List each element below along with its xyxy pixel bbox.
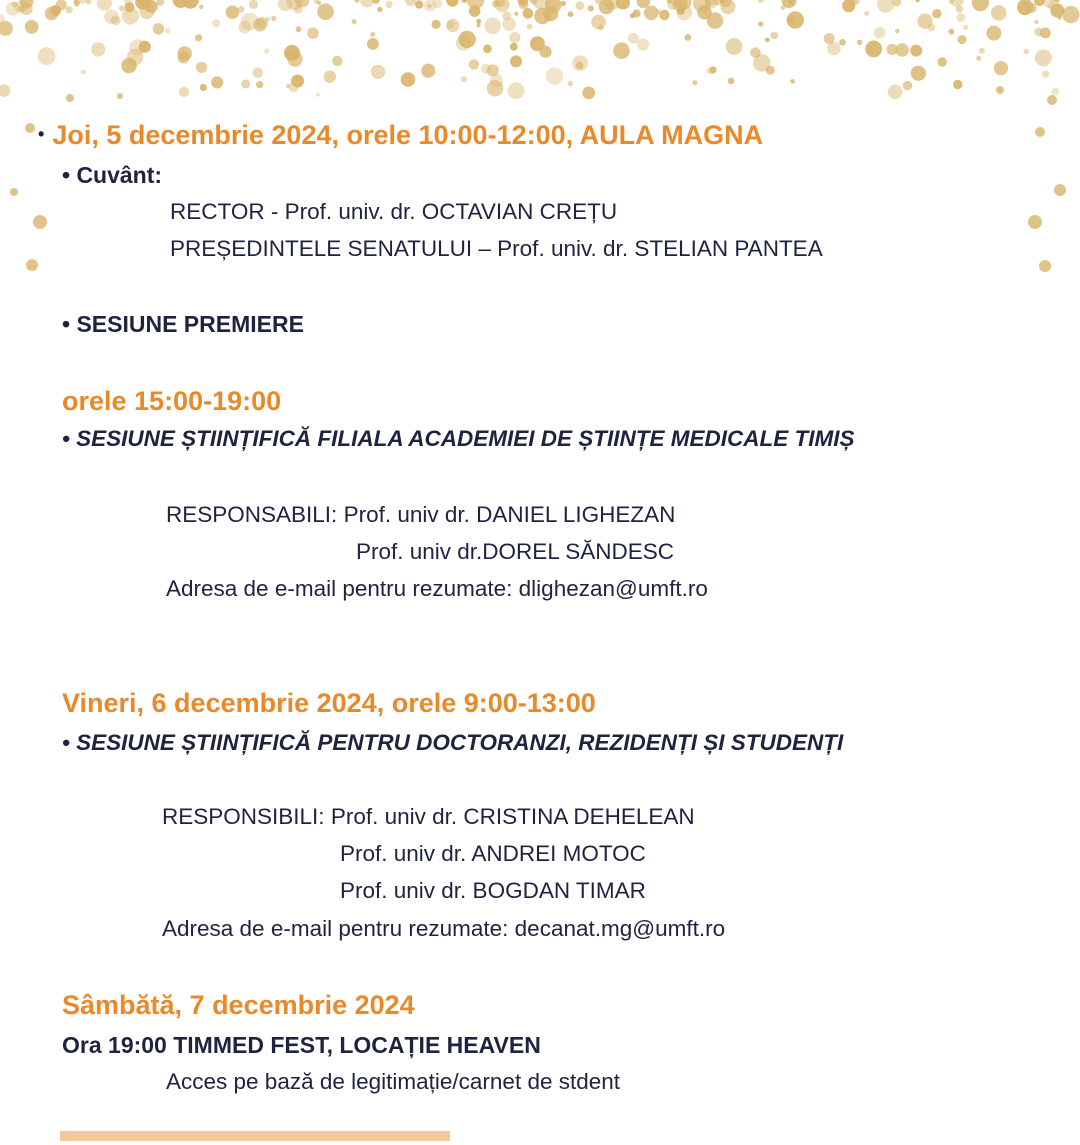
- confetti-dot: [903, 81, 913, 91]
- confetti-dot: [317, 1, 321, 5]
- confetti-dot: [1040, 28, 1051, 39]
- bullet-icon: •: [38, 124, 45, 144]
- confetti-dot: [888, 85, 903, 100]
- confetti-dot: [613, 42, 630, 59]
- confetti-dot: [938, 57, 947, 66]
- confetti-dot: [195, 34, 202, 41]
- cuvant-label: • Cuvânt:: [62, 162, 163, 188]
- confetti-dot: [104, 9, 119, 24]
- confetti-dot: [238, 6, 245, 13]
- confetti-dot: [644, 6, 659, 21]
- confetti-dot: [117, 93, 123, 99]
- day2-session-title: • SESIUNE ȘTIINȚIFICĂ PENTRU DOCTORANZI, REZIDENȚI ȘI STUDENȚI: [62, 730, 844, 755]
- confetti-dot: [958, 35, 967, 44]
- confetti-dot: [659, 10, 669, 20]
- confetti-dot: [502, 17, 515, 30]
- confetti-dot: [119, 6, 124, 11]
- confetti-dot: [424, 0, 436, 12]
- confetti-dot: [758, 0, 764, 3]
- confetti-dot: [770, 32, 778, 40]
- confetti-dot: [196, 62, 207, 73]
- confetti-dot: [726, 38, 743, 55]
- confetti-dot: [576, 62, 584, 70]
- confetti-dot: [177, 46, 192, 61]
- confetti-dot: [986, 26, 1001, 41]
- confetti-dot: [917, 14, 932, 29]
- confetti-dot: [316, 93, 320, 97]
- confetti-dot: [1017, 1, 1031, 15]
- confetti-dot: [1023, 49, 1028, 54]
- confetti-dot: [477, 23, 481, 27]
- confetti-dot: [1039, 260, 1051, 272]
- confetti-dot: [469, 59, 479, 69]
- confetti-dot: [355, 0, 360, 2]
- confetti-dot: [514, 12, 518, 16]
- confetti-dot: [948, 29, 954, 35]
- day1-responsible-row: [166, 502, 675, 528]
- confetti-dot: [911, 66, 926, 81]
- confetti-dot: [490, 74, 503, 87]
- confetti-dot: [865, 41, 882, 58]
- confetti-dot: [476, 19, 481, 24]
- day3-access: Acces pe bază de legitimație/carnet de stdent: [166, 1069, 621, 1094]
- confetti-dot: [575, 1, 584, 10]
- confetti-dot: [895, 29, 899, 33]
- day2-heading: Vineri, 6 decembrie 2024, orele 9:00-13:00: [62, 688, 596, 718]
- speaker-rector: RECTOR - Prof. univ. dr. OCTAVIAN CREȚU: [170, 199, 618, 224]
- confetti-dot: [963, 25, 968, 30]
- confetti-dot: [508, 82, 525, 99]
- confetti-dot: [910, 45, 922, 57]
- confetti-dot: [1034, 20, 1038, 24]
- confetti-dot: [1042, 71, 1049, 78]
- confetti-dot: [588, 5, 594, 11]
- confetti-dot: [0, 84, 10, 97]
- confetti-dot: [287, 51, 302, 66]
- confetti-dot: [324, 71, 336, 83]
- confetti-dot: [824, 33, 835, 44]
- confetti-dot: [85, 0, 91, 4]
- confetti-dot: [510, 43, 518, 51]
- confetti-dot: [692, 80, 697, 85]
- confetti-dot: [839, 39, 846, 46]
- confetti-dot: [956, 13, 965, 22]
- confetti-dot: [461, 76, 467, 82]
- confetti-dot: [481, 64, 491, 74]
- confetti-dot: [6, 2, 20, 16]
- confetti-dot: [877, 0, 894, 13]
- confetti-dot: [307, 27, 319, 39]
- confetti-dot: [1058, 15, 1062, 19]
- confetti-dot: [165, 28, 170, 33]
- confetti-dot: [121, 58, 136, 73]
- confetti-dot: [509, 32, 520, 43]
- confetti-dot: [484, 18, 501, 35]
- speaker-senate: PREȘEDINTELE SENATULUI – Prof. univ. dr. STELIAN PANTEA: [170, 236, 823, 261]
- confetti-dot: [265, 17, 270, 22]
- day3-event: Ora 19:00 TIMMED FEST, LOCAȚIE HEAVEN: [62, 1032, 541, 1058]
- confetti-dot: [616, 0, 630, 10]
- confetti-dot: [996, 86, 1004, 94]
- confetti-dot: [932, 9, 941, 18]
- confetti-dot: [895, 43, 909, 57]
- confetti-dot: [252, 67, 263, 78]
- confetti-dot: [467, 0, 485, 9]
- confetti-dot: [994, 61, 1008, 75]
- confetti-dot: [1051, 88, 1059, 96]
- day1-responsible-1: Prof. univ dr. DANIEL LIGHEZAN: [343, 502, 676, 527]
- confetti-dot: [212, 19, 220, 27]
- confetti-dot: [728, 78, 735, 85]
- awards-session: • SESIUNE PREMIERE: [62, 311, 304, 337]
- confetti-dot: [25, 123, 35, 133]
- confetti-dot: [462, 0, 467, 3]
- day2-responsible-1: Prof. univ dr. CRISTINA DEHELEAN: [330, 804, 695, 829]
- day1-email-line: Adresa de e-mail pentru rezumate: dlighezan@umft.ro: [166, 576, 708, 601]
- confetti-dot: [492, 0, 499, 7]
- confetti-dot: [523, 8, 534, 19]
- confetti-dot: [447, 21, 454, 28]
- confetti-dot: [1047, 3, 1053, 9]
- confetti-dot: [510, 55, 522, 67]
- day2-responsible-label: RESPONSIBILI:: [162, 804, 331, 829]
- confetti-dot: [758, 21, 763, 26]
- confetti-dot: [685, 34, 692, 41]
- confetti-dot: [352, 19, 357, 24]
- confetti-dot: [1028, 215, 1042, 229]
- confetti-dot: [857, 40, 862, 45]
- confetti-dot: [370, 32, 375, 37]
- confetti-dot: [630, 13, 635, 18]
- confetti-dot: [371, 65, 385, 79]
- confetti-dot: [241, 13, 259, 31]
- confetti-dot: [18, 6, 24, 12]
- confetti-dot: [874, 27, 886, 39]
- confetti-dot: [787, 11, 804, 28]
- confetti-dot: [790, 79, 794, 83]
- confetti-dot: [483, 44, 492, 53]
- confetti-dot: [26, 259, 38, 271]
- confetti-dot: [200, 84, 207, 91]
- confetti-dot: [1035, 127, 1045, 137]
- confetti-dot: [432, 20, 441, 29]
- confetti-dot: [249, 0, 258, 9]
- confetti-dot: [991, 5, 1007, 21]
- confetti-dot: [211, 76, 223, 88]
- confetti-dot: [153, 23, 165, 35]
- confetti-dot: [66, 94, 74, 102]
- day2-email-line: Adresa de e-mail pentru rezumate: decanat.mg@umft.ro: [162, 916, 726, 941]
- confetti-dot: [750, 47, 761, 58]
- confetti-dot: [33, 215, 47, 229]
- day2-responsible-3: Prof. univ dr. BOGDAN TIMAR: [340, 878, 646, 903]
- day1-heading-row: [38, 120, 763, 151]
- confetti-dot: [91, 42, 105, 56]
- day2-responsible-2: Prof. univ dr. ANDREI MOTOC: [340, 841, 646, 866]
- confetti-dot: [0, 21, 13, 36]
- confetti-dot: [979, 48, 985, 54]
- confetti-dot: [199, 5, 203, 9]
- confetti-dot: [582, 87, 595, 100]
- confetti-dot: [139, 41, 151, 53]
- day1-afternoon-heading: orele 15:00-19:00: [62, 386, 282, 416]
- confetti-dot: [81, 69, 86, 74]
- confetti-dot: [226, 5, 240, 19]
- confetti-dot: [401, 72, 416, 87]
- confetti-dot: [765, 38, 770, 43]
- confetti-dot: [289, 82, 299, 92]
- confetti-dot: [25, 20, 39, 34]
- confetti-dot: [405, 0, 416, 6]
- confetti-dot: [628, 33, 639, 44]
- confetti-dot: [377, 7, 382, 12]
- confetti-dot: [332, 56, 342, 66]
- confetti-dot: [539, 46, 551, 58]
- day2-responsible-row: [162, 804, 695, 830]
- confetti-dot: [264, 48, 269, 53]
- confetti-dot: [10, 188, 18, 196]
- confetti-dot: [360, 0, 374, 8]
- confetti-dot: [953, 80, 962, 89]
- confetti-dot: [456, 36, 471, 51]
- confetti-dot: [421, 64, 435, 78]
- confetti-dot: [38, 47, 56, 65]
- confetti-dot: [1047, 95, 1057, 105]
- confetti-dot: [97, 0, 112, 11]
- confetti-dot: [66, 6, 73, 13]
- day1-responsible-2: Prof. univ dr.DOREL SĂNDESC: [356, 539, 675, 564]
- confetti-dot: [976, 56, 981, 61]
- confetti-dot: [1035, 49, 1052, 66]
- confetti-dot: [367, 38, 379, 50]
- day3-heading: Sâmbătă, 7 decembrie 2024: [62, 990, 415, 1020]
- confetti-dot: [915, 0, 919, 2]
- confetti-dot: [707, 67, 714, 74]
- confetti-dot: [415, 0, 423, 8]
- confetti-dot: [864, 11, 869, 16]
- confetti-dot: [179, 87, 189, 97]
- confetti-dot: [256, 81, 263, 88]
- confetti-dot: [568, 11, 574, 17]
- confetti-dot: [296, 26, 302, 32]
- confetti-dot: [1054, 184, 1066, 196]
- day1-responsible-label: RESPONSABILI:: [166, 502, 344, 527]
- day1-heading: Joi, 5 decembrie 2024, orele 10:00-12:00, AULA MAGNA: [52, 120, 764, 150]
- confetti-dot: [271, 16, 276, 21]
- confetti-dot: [972, 0, 989, 11]
- confetti-dot: [591, 15, 606, 30]
- confetti-dot: [241, 79, 250, 88]
- confetti-dot: [527, 24, 533, 30]
- confetti-dot: [1062, 6, 1079, 23]
- day1-session-title: • SESIUNE ȘTIINȚIFICĂ FILIALA ACADEMIEI DE ȘTIINȚE MEDICALE TIMIȘ: [62, 426, 855, 451]
- confetti-dot: [637, 38, 649, 50]
- confetti-dot: [546, 67, 564, 85]
- confetti-dot: [385, 1, 392, 8]
- confetti-dot: [317, 3, 334, 20]
- confetti-dot: [568, 81, 573, 86]
